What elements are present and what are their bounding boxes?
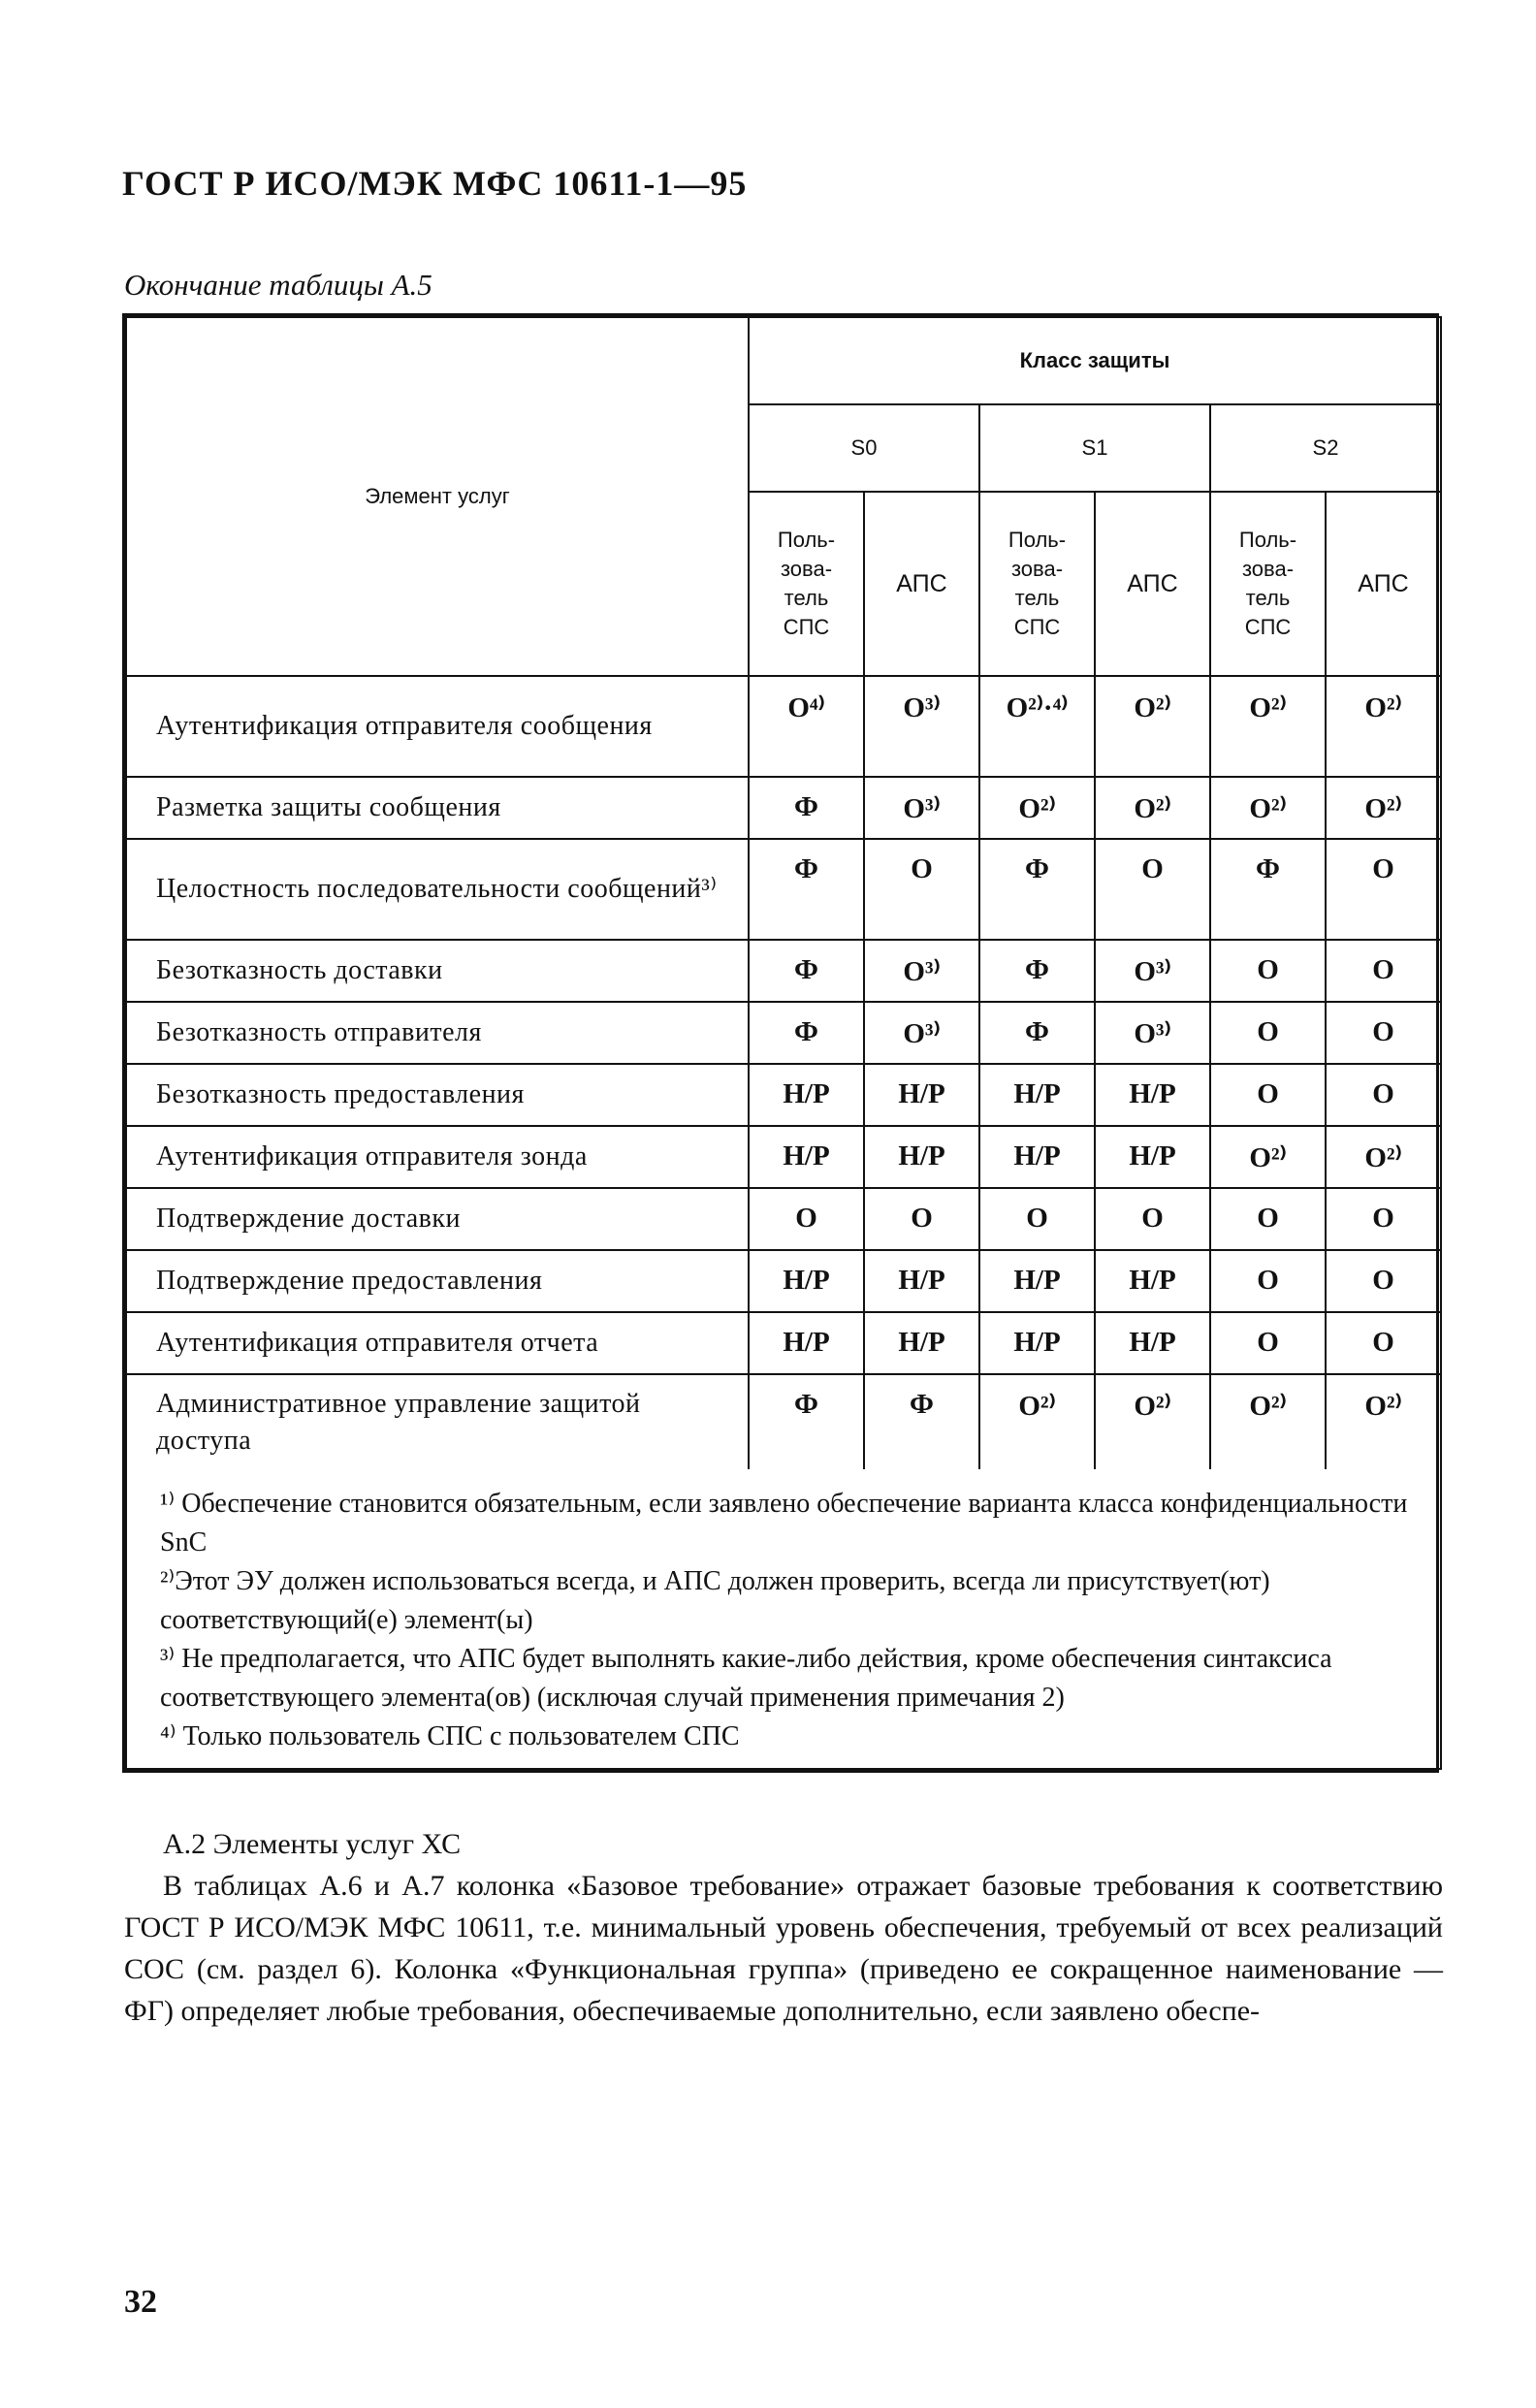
requirement-cell: Ф [979, 1002, 1095, 1064]
requirement-cell: Н/Р [1095, 1250, 1210, 1312]
requirement-cell: Н/Р [749, 1126, 864, 1188]
service-element-name: Безотказность отправителя [126, 1002, 749, 1064]
header-level-s2: S2 [1210, 404, 1441, 492]
requirement-cell: Н/Р [749, 1064, 864, 1126]
requirement-cell: О [1210, 1064, 1326, 1126]
requirement-cell: О [1326, 1312, 1441, 1374]
requirements-table [125, 316, 1442, 1770]
header-level-s1: S1 [979, 404, 1210, 492]
requirement-cell: Ф [979, 839, 1095, 940]
subheader-user-sps: Поль- зова- тель СПС [749, 492, 864, 676]
requirement-cell: O²⁾ [1326, 777, 1441, 839]
requirement-cell: Н/Р [864, 1250, 979, 1312]
requirement-cell: O²⁾·⁴⁾ [979, 676, 1095, 777]
table-row [126, 940, 1441, 1002]
requirement-cell: O²⁾ [1095, 676, 1210, 777]
service-element-name: Подтверждение доставки [126, 1188, 749, 1250]
requirement-cell: O³⁾ [864, 1002, 979, 1064]
section-a2 [124, 1823, 1443, 2032]
requirement-cell: Н/Р [864, 1126, 979, 1188]
table-row [126, 1188, 1441, 1250]
requirement-cell: Н/Р [979, 1126, 1095, 1188]
requirement-cell: О [1210, 1002, 1326, 1064]
requirement-cell: О [749, 1188, 864, 1250]
requirement-cell: Н/Р [1095, 1064, 1210, 1126]
requirement-cell: Н/Р [979, 1064, 1095, 1126]
service-element-name: Безотказность доставки [126, 940, 749, 1002]
service-element-name: Аутентификация отправителя зонда [126, 1126, 749, 1188]
table-row [126, 1126, 1441, 1188]
note-4: ⁴⁾ Только пользователь СПС с пользователем СПС [160, 1721, 740, 1751]
table-row [126, 839, 1441, 940]
requirement-cell: O²⁾ [1095, 1374, 1210, 1469]
header-level-s0: S0 [749, 404, 979, 492]
requirement-cell: Ф [749, 1374, 864, 1469]
page-number: 32 [124, 2284, 157, 2320]
requirement-cell: O²⁾ [1326, 676, 1441, 777]
requirement-cell: О [1326, 1064, 1441, 1126]
service-element-name: Разметка защиты сообщения [126, 777, 749, 839]
requirement-cell: O³⁾ [1095, 940, 1210, 1002]
subheader-apc: АПС [1095, 492, 1210, 676]
service-element-name: Подтверждение предоставления [126, 1250, 749, 1312]
requirement-cell: O²⁾ [1095, 777, 1210, 839]
table-row [126, 1064, 1441, 1126]
note-2: ²⁾Этот ЭУ должен использоваться всегда, и АПС должен проверить, всегда ли присутствует(ют) соответствующий(е) элемент(ы) [160, 1566, 1270, 1635]
requirement-cell: О [1326, 1250, 1441, 1312]
subheader-apc: АПС [864, 492, 979, 676]
note-1: ¹⁾ Обеспечение становится обязательным, если заявлено обеспечение варианта класса конфиденциальности SnC [160, 1489, 1408, 1557]
requirement-cell: О [1210, 1250, 1326, 1312]
subheader-user-sps: Поль- зова- тель СПС [1210, 492, 1326, 676]
section-title: А.2 Элементы услуг ХС [163, 1828, 462, 1860]
service-element-name: Административное управление защитой доступа [126, 1374, 749, 1469]
requirement-cell: Н/Р [864, 1312, 979, 1374]
requirement-cell: O²⁾ [1210, 777, 1326, 839]
table-row [126, 1312, 1441, 1374]
requirement-cell: О [1095, 1188, 1210, 1250]
requirement-cell: О [1326, 1002, 1441, 1064]
requirement-cell: Н/Р [1095, 1126, 1210, 1188]
requirement-cell: O²⁾ [1210, 1126, 1326, 1188]
subheader-user-sps: Поль- зова- тель СПС [979, 492, 1095, 676]
requirement-cell: Ф [749, 1002, 864, 1064]
table-row [126, 1374, 1441, 1469]
requirement-cell: О [979, 1188, 1095, 1250]
requirement-cell: Ф [749, 777, 864, 839]
requirement-cell: Н/Р [864, 1064, 979, 1126]
table-row [126, 1250, 1441, 1312]
requirement-cell: Ф [1210, 839, 1326, 940]
requirement-cell: Ф [979, 940, 1095, 1002]
requirement-cell: O³⁾ [864, 777, 979, 839]
table-row [126, 1002, 1441, 1064]
service-element-name: Аутентификация отправителя сообщения [126, 676, 749, 777]
requirement-cell: Н/Р [1095, 1312, 1210, 1374]
table-notes [126, 1469, 1441, 1769]
requirement-cell: O²⁾ [1210, 676, 1326, 777]
note-3: ³⁾ Не предполагается, что АПС будет выполнять какие-либо действия, кроме обеспечения синтаксиса соответствующего элемента(ов) (исключая случай применения примечания 2) [160, 1644, 1332, 1713]
service-element-name: Целостность последовательности сообщений³⁾ [126, 839, 749, 940]
requirement-cell: O³⁾ [864, 676, 979, 777]
table-a5 [122, 313, 1439, 1773]
document-header: ГОСТ Р ИСО/МЭК МФС 10611-1—95 [122, 164, 748, 203]
requirement-cell: Н/Р [749, 1312, 864, 1374]
table-row [126, 777, 1441, 839]
service-element-name: Аутентификация отправителя отчета [126, 1312, 749, 1374]
table-row [126, 676, 1441, 777]
requirement-cell: O⁴⁾ [749, 676, 864, 777]
section-paragraph: В таблицах А.6 и А.7 колонка «Базовое требование» отражает базовые требования к соответствию ГОСТ Р ИСО/МЭК МФС 10611, т.е. минимальный уровень обеспечения, требуемый от всех реализаций СОС (см. раздел 6). Колонка «Функциональная группа» (приведено ее сокращенное наименование — ФГ) определяет любые требования, обеспечиваемые дополнительно, если заявлено обеспе- [124, 1870, 1443, 2027]
requirement-cell: О [1326, 839, 1441, 940]
table-caption: Окончание таблицы А.5 [124, 268, 432, 302]
requirement-cell: О [1210, 1188, 1326, 1250]
requirement-cell: O³⁾ [864, 940, 979, 1002]
requirement-cell: О [1210, 940, 1326, 1002]
requirement-cell: О [864, 1188, 979, 1250]
requirement-cell: O²⁾ [1210, 1374, 1326, 1469]
service-element-name: Безотказность предоставления [126, 1064, 749, 1126]
requirement-cell: O³⁾ [1095, 1002, 1210, 1064]
requirement-cell: О [1095, 839, 1210, 940]
requirement-cell: Ф [864, 1374, 979, 1469]
header-element: Элемент услуг [126, 317, 749, 676]
requirement-cell: Н/Р [979, 1250, 1095, 1312]
requirement-cell: Н/Р [749, 1250, 864, 1312]
requirement-cell: O²⁾ [979, 1374, 1095, 1469]
requirement-cell: О [1326, 940, 1441, 1002]
header-protection-class: Класс защиты [749, 317, 1441, 404]
requirement-cell: O²⁾ [1326, 1374, 1441, 1469]
requirement-cell: Ф [749, 940, 864, 1002]
requirement-cell: O²⁾ [979, 777, 1095, 839]
requirement-cell: О [1326, 1188, 1441, 1250]
requirement-cell: O²⁾ [1326, 1126, 1441, 1188]
subheader-apc: АПС [1326, 492, 1441, 676]
requirement-cell: О [864, 839, 979, 940]
requirement-cell: О [1210, 1312, 1326, 1374]
requirement-cell: Ф [749, 839, 864, 940]
requirement-cell: Н/Р [979, 1312, 1095, 1374]
